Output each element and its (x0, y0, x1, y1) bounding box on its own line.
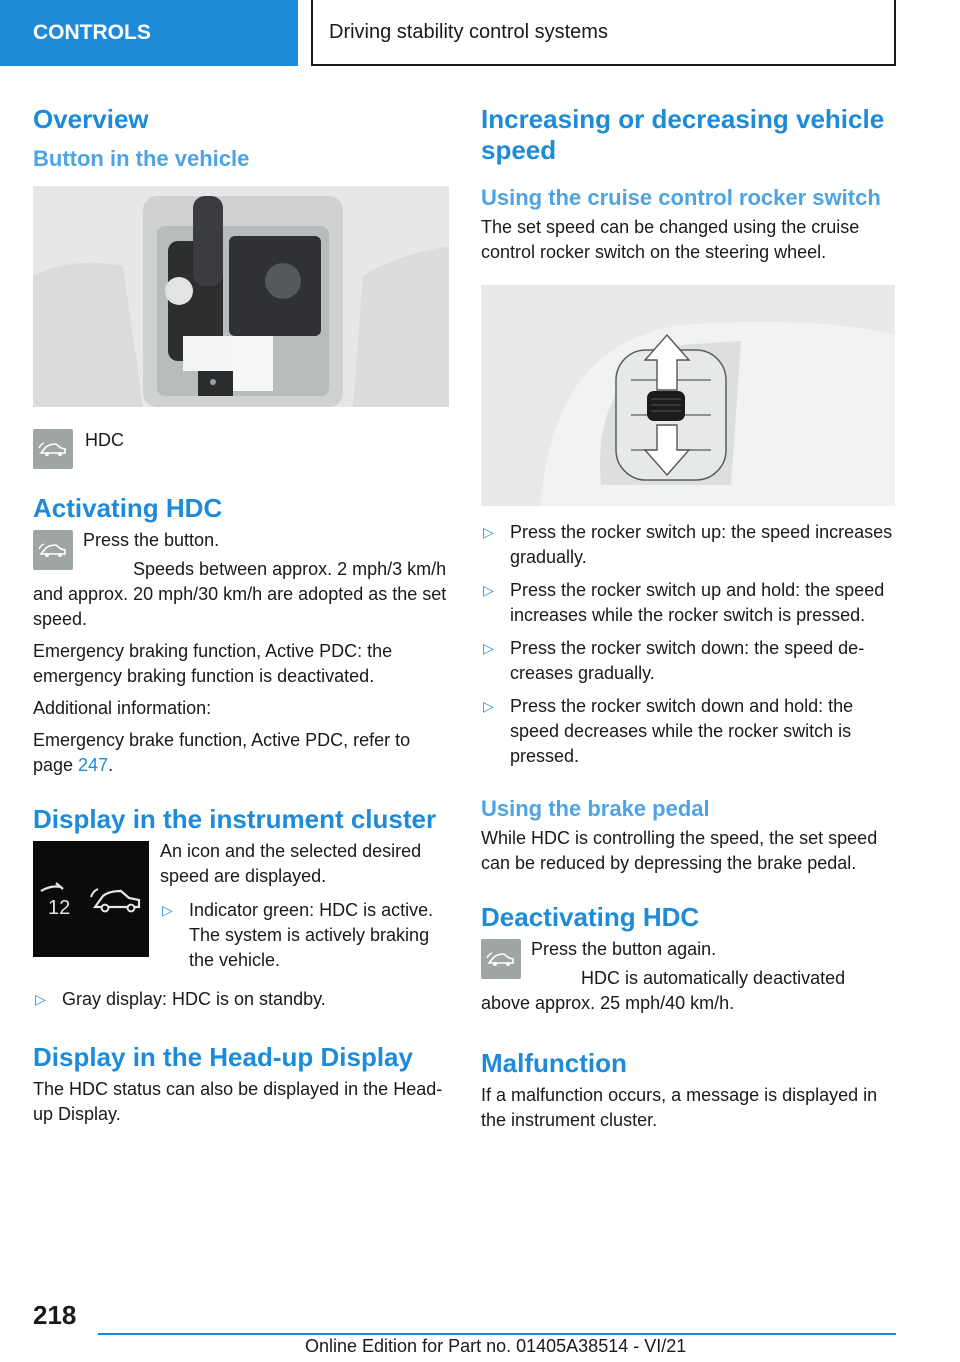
hdc-button-legend (33, 427, 449, 469)
emergency-brake-reference (33, 728, 449, 778)
deactivating-instruction: Press the button again. (531, 939, 717, 959)
list-item-text: Press the rocker switch down and hold: the speed decreases while the rocker switch is pressed. (510, 696, 854, 766)
right-column (481, 100, 895, 1140)
bullet-triangle-icon: ▷ (483, 524, 494, 540)
page-link-247[interactable]: 247 (78, 755, 109, 775)
hud-text: The HDC status can also be displayed in the Head-up Display. (33, 1079, 443, 1124)
section-tab: CONTROLS (0, 0, 298, 66)
cluster-description (160, 839, 449, 981)
list-item-text: Press the rocker switch up and hold: the speed increases while the rocker switch is pressed. (510, 580, 885, 625)
reference-end: . (108, 755, 114, 775)
bullet-triangle-icon: ▷ (483, 582, 494, 598)
deactivating-hdc-heading: Deactivating HDC (481, 902, 700, 932)
page-header (0, 0, 960, 66)
center-console-photo (33, 186, 449, 407)
cluster-bullets-cont (33, 987, 449, 1012)
edition-text: Online Edition for Part no. 01405A38514 - VI/21 (305, 1336, 687, 1356)
hdc-label: HDC (85, 430, 124, 450)
instrument-cluster-section (33, 839, 449, 981)
cluster-speed-text: 12 (48, 897, 71, 919)
hdc-icon (481, 939, 521, 979)
malfunction-text: If a malfunction occurs, a message is displayed in the instrument cluster. (481, 1085, 878, 1130)
speed-change-heading: Increasing or decreasing vehicle speed (481, 104, 885, 165)
list-item (481, 578, 895, 628)
brake-pedal-heading: Using the brake pedal (481, 796, 710, 821)
bullet-triangle-icon: ▷ (483, 640, 494, 656)
activating-speed-range: Speeds between approx. 2 mph/3 km/h and approx. 20 mph/30 km/h are adopted as the set speed. (33, 559, 447, 629)
bullet-triangle-icon: ▷ (483, 698, 494, 714)
activating-emergency-note: Emergency braking function, Active PDC: the emergency braking function is deactivated. (33, 641, 393, 686)
rocker-switch-heading: Using the cruise control rocker switch (481, 185, 881, 210)
list-item-text: Indicator green: HDC is active. The system is actively braking the vehicle. (189, 900, 434, 970)
overview-heading: Overview (33, 104, 149, 134)
activating-instruction: Press the button. (83, 530, 220, 550)
list-item-text: Press the rocker switch up: the speed increases gradually. (510, 522, 893, 567)
footer-divider (98, 1333, 896, 1335)
list-item-text: Press the rocker switch down: the speed decreases gradually. (510, 638, 865, 683)
bullet-triangle-icon: ▷ (35, 991, 46, 1007)
button-in-vehicle-heading: Button in the vehicle (33, 146, 250, 171)
list-item (160, 898, 449, 973)
instrument-cluster-heading: Display in the instrument cluster (33, 804, 437, 834)
reference-text: Emergency brake function, Active PDC, refer to page (33, 730, 411, 775)
chapter-title: Driving stability control systems (311, 0, 896, 66)
activating-hdc-heading: Activating HDC (33, 493, 223, 523)
list-item-text: Gray display: HDC is on standby. (62, 989, 326, 1009)
hud-heading: Display in the Head-up Display (33, 1042, 413, 1072)
left-column (33, 100, 449, 1134)
rocker-bullets (481, 520, 895, 769)
additional-info-label: Additional information: (33, 698, 212, 718)
cluster-bullets (160, 898, 449, 973)
activating-section (33, 528, 449, 778)
rocker-intro: The set speed can be changed using the cruise control rocker switch on the steering wheel. (481, 217, 860, 262)
hdc-icon (33, 429, 73, 469)
list-item (33, 987, 449, 1012)
deactivating-auto-note: HDC is automatically deactivated above approx. 25 mph/40 km/h. (481, 968, 846, 1013)
bullet-triangle-icon: ▷ (162, 902, 173, 918)
list-item (481, 520, 895, 570)
hdc-icon (33, 530, 73, 570)
instrument-cluster-display (33, 841, 149, 957)
cluster-intro: An icon and the selected desired speed are displayed. (160, 841, 422, 886)
list-item (481, 636, 895, 686)
page-number: 218 (33, 1300, 77, 1330)
brake-pedal-text: While HDC is controlling the speed, the set speed can be reduced by depressing the brake pedal. (481, 828, 878, 873)
steering-wheel-rocker-photo (481, 285, 895, 506)
malfunction-heading: Malfunction (481, 1048, 627, 1078)
deactivating-section (481, 937, 895, 1016)
list-item (481, 694, 895, 769)
